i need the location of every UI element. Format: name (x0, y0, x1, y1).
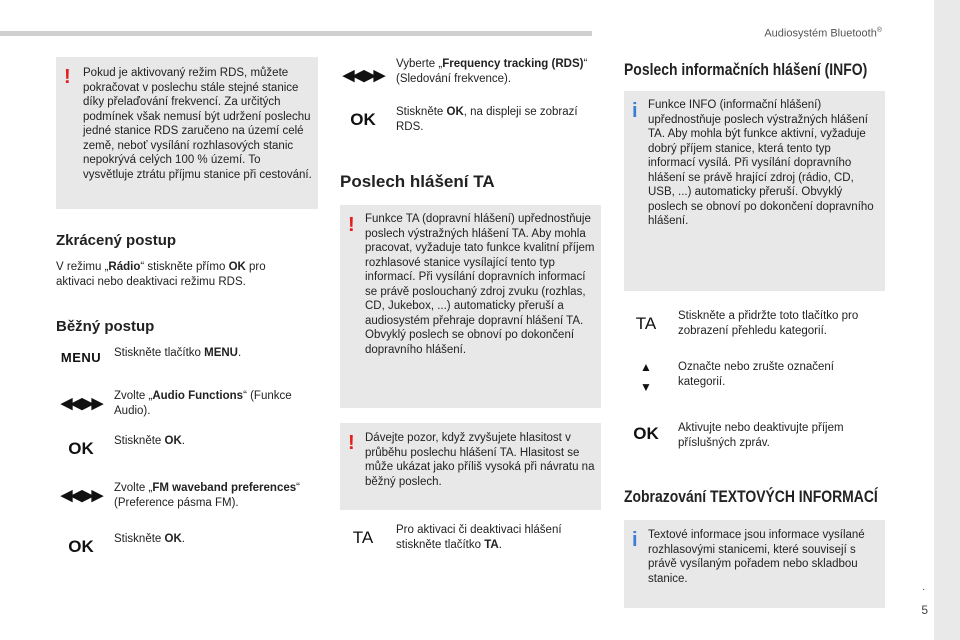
seek-arrows-icon: ◀◀ ▶▶ (342, 67, 384, 84)
down-arrow-icon: ▼ (640, 380, 652, 394)
ok-button-icon: OK (68, 537, 94, 556)
ta-warning-text: Funkce TA (dopravní hlášení) upřednostňuje poslech výstražných hlášení TA. Aby mohla pracovat, vyžaduje tato funkce kvalitní příjem rozhlasové stanice vysílající tento typ informací. Při vysílání dopravních informací se právě poslouchaný zdroj zvuku (rozhlas, CD, Jukebox, ...) automaticky přeruší a audiosystém přehraje dopravní hlášení TA. Obvyklý poslech se obnoví po dokončení dopravního hlášení. (365, 213, 595, 356)
warning-icon: ! (348, 214, 355, 236)
ok-button-icon: OK (350, 110, 376, 129)
left-step-4-text: Zvolte „FM waveband preferences“ (Preference pásma FM). (114, 482, 300, 509)
quick-procedure-text: V režimu „Rádio“ stiskněte přímo OK pro aktivaci nebo deaktivaci režimu RDS. (56, 261, 266, 288)
ok-button-icon: OK (68, 439, 94, 458)
quick-procedure-title: Zkrácený postup (56, 232, 177, 249)
page-header-title: Audiosystém Bluetooth® (764, 27, 882, 40)
right-step-2-text: Označte nebo zrušte označení kategorií. (678, 361, 834, 388)
ta-button-icon: TA (352, 528, 374, 547)
info-box-text: Funkce INFO (informační hlášení) upřednostňuje poslech výstražných hlášení TA. Aby mohla být funkce aktivní, vyžaduje dobrý příjem stanice, která tento typ informací vysílá. Při vysílání dopravního hlášení se právě hrající zdroj (rádio, CD, USB, ...) automaticky přeruší. Obvyklý poslech se obnoví po dokončení dopravního hlášení. (648, 99, 874, 227)
seek-arrows-icon: ◀◀ ▶▶ (60, 487, 102, 504)
ta-section-title: Poslech hlášení TA (340, 172, 495, 191)
seek-arrows-icon: ◀◀ ▶▶ (60, 395, 102, 412)
normal-procedure-title: Běžný postup (56, 318, 155, 335)
info-icon: i (632, 529, 638, 551)
volume-warning-text: Dávejte pozor, když zvyšujete hlasitost v průběhu poslechu hlášení TA. Hlasitost se může ukázat jako příliš vysoká při návratu na běžný poslech. (365, 432, 595, 488)
top-rule (0, 31, 592, 36)
right-step-1-text: Stiskněte a přidržte toto tlačítko pro zobrazení přehledu kategorií. (678, 310, 859, 337)
warning-icon: ! (348, 432, 355, 454)
mid-step-2-text: Stiskněte OK, na displeji se zobrazí RDS. (396, 106, 578, 133)
info-section-title: Poslech informačních hlášení (INFO) (624, 60, 868, 79)
text-info-box (624, 520, 885, 608)
mid-step-1-text: Vyberte „Frequency tracking (RDS)“ (Sledování frekvence). (396, 58, 588, 85)
text-info-section-title: Zobrazování TEXTOVÝCH INFORMACÍ (624, 487, 878, 506)
page-number: 5 (921, 603, 928, 617)
page-side-strip (934, 0, 960, 640)
left-step-2-text: Zvolte „Audio Functions“ (Funkce Audio). (114, 390, 292, 417)
menu-button-icon: MENU (60, 350, 102, 365)
rds-warning-text: Pokud je aktivovaný režim RDS, můžete pokračovat v poslechu stále stejné stanice díky přelaďování frekvencí. Za určitých podmínek však nemusí být udržení poslechu jedné stanice RDS zaručeno na území celé země, neboť vysílání rozhlasových stanic nepokrývá celých 100 % území. To vysvětluje ztrátu příjmu stanice při cestování. (83, 67, 312, 181)
info-box (624, 91, 885, 291)
left-step-1-text: Stiskněte tlačítko MENU. (114, 347, 242, 359)
volume-warning-box (340, 423, 601, 510)
info-icon: i (632, 100, 638, 122)
ta-warning-box (340, 205, 601, 408)
page-dot: . (922, 582, 925, 593)
text-info-box-text: Textové informace jsou informace vysílané rozhlasovými stanicemi, které souvisejí s právě vysílaným pořadem nebo skladbou stanice. (648, 529, 865, 585)
up-arrow-icon: ▲ (640, 360, 652, 374)
right-step-3-text: Aktivujte nebo deaktivujte příjem příslušných zpráv. (678, 422, 844, 449)
left-step-3-text: Stiskněte OK. (114, 435, 185, 447)
rds-warning-box (56, 57, 318, 209)
warning-icon: ! (64, 66, 71, 88)
ta-button-icon: TA (635, 314, 657, 333)
ta-toggle-step-text: Pro aktivaci či deaktivaci hlášení stiskněte tlačítko TA. (396, 524, 562, 551)
left-step-5-text: Stiskněte OK. (114, 533, 185, 545)
ok-button-icon: OK (633, 424, 659, 443)
